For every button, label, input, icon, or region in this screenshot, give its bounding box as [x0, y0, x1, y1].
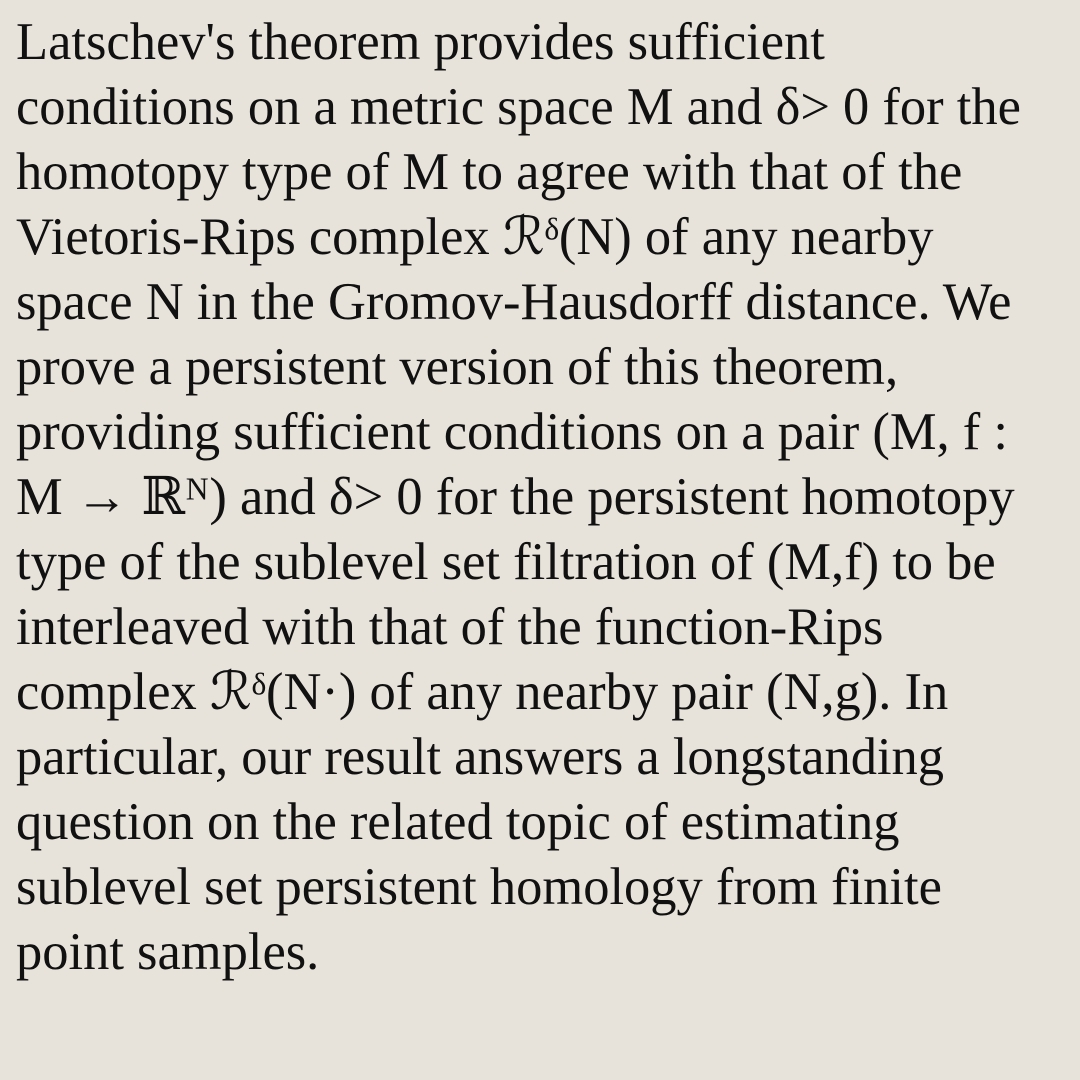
- text-line: prove a persistent version of this theorem,: [16, 338, 899, 396]
- text-line: question on the related topic of estimating: [16, 793, 900, 851]
- text-line: homotopy type of M to agree with that of the: [16, 143, 963, 201]
- text-line: conditions on a metric space M and δ> 0 for the: [16, 78, 1021, 136]
- text-line: particular, our result answers a longstanding: [16, 728, 945, 786]
- abstract-paragraph: [16, 10, 1066, 985]
- text-line: interleaved with that of the function-Rips: [16, 598, 884, 656]
- text-line: space N in the Gromov-Hausdorff distance. We: [16, 273, 1012, 331]
- text-line: providing sufficient conditions on a pair (M, f :: [16, 403, 1008, 461]
- text-line: point samples.: [16, 923, 320, 981]
- text-line: Latschev's theorem provides sufficient: [16, 13, 825, 71]
- text-line: Vietoris-Rips complex ℛᵟ(N) of any nearby: [16, 208, 934, 266]
- text-line: complex ℛᵟ(N·) of any nearby pair (N,g). In: [16, 663, 949, 721]
- text-line: sublevel set persistent homology from finite: [16, 858, 942, 916]
- text-line: type of the sublevel set filtration of (M,f) to be: [16, 533, 996, 591]
- text-line: M → ℝᴺ) and δ> 0 for the persistent homotopy: [16, 468, 1015, 526]
